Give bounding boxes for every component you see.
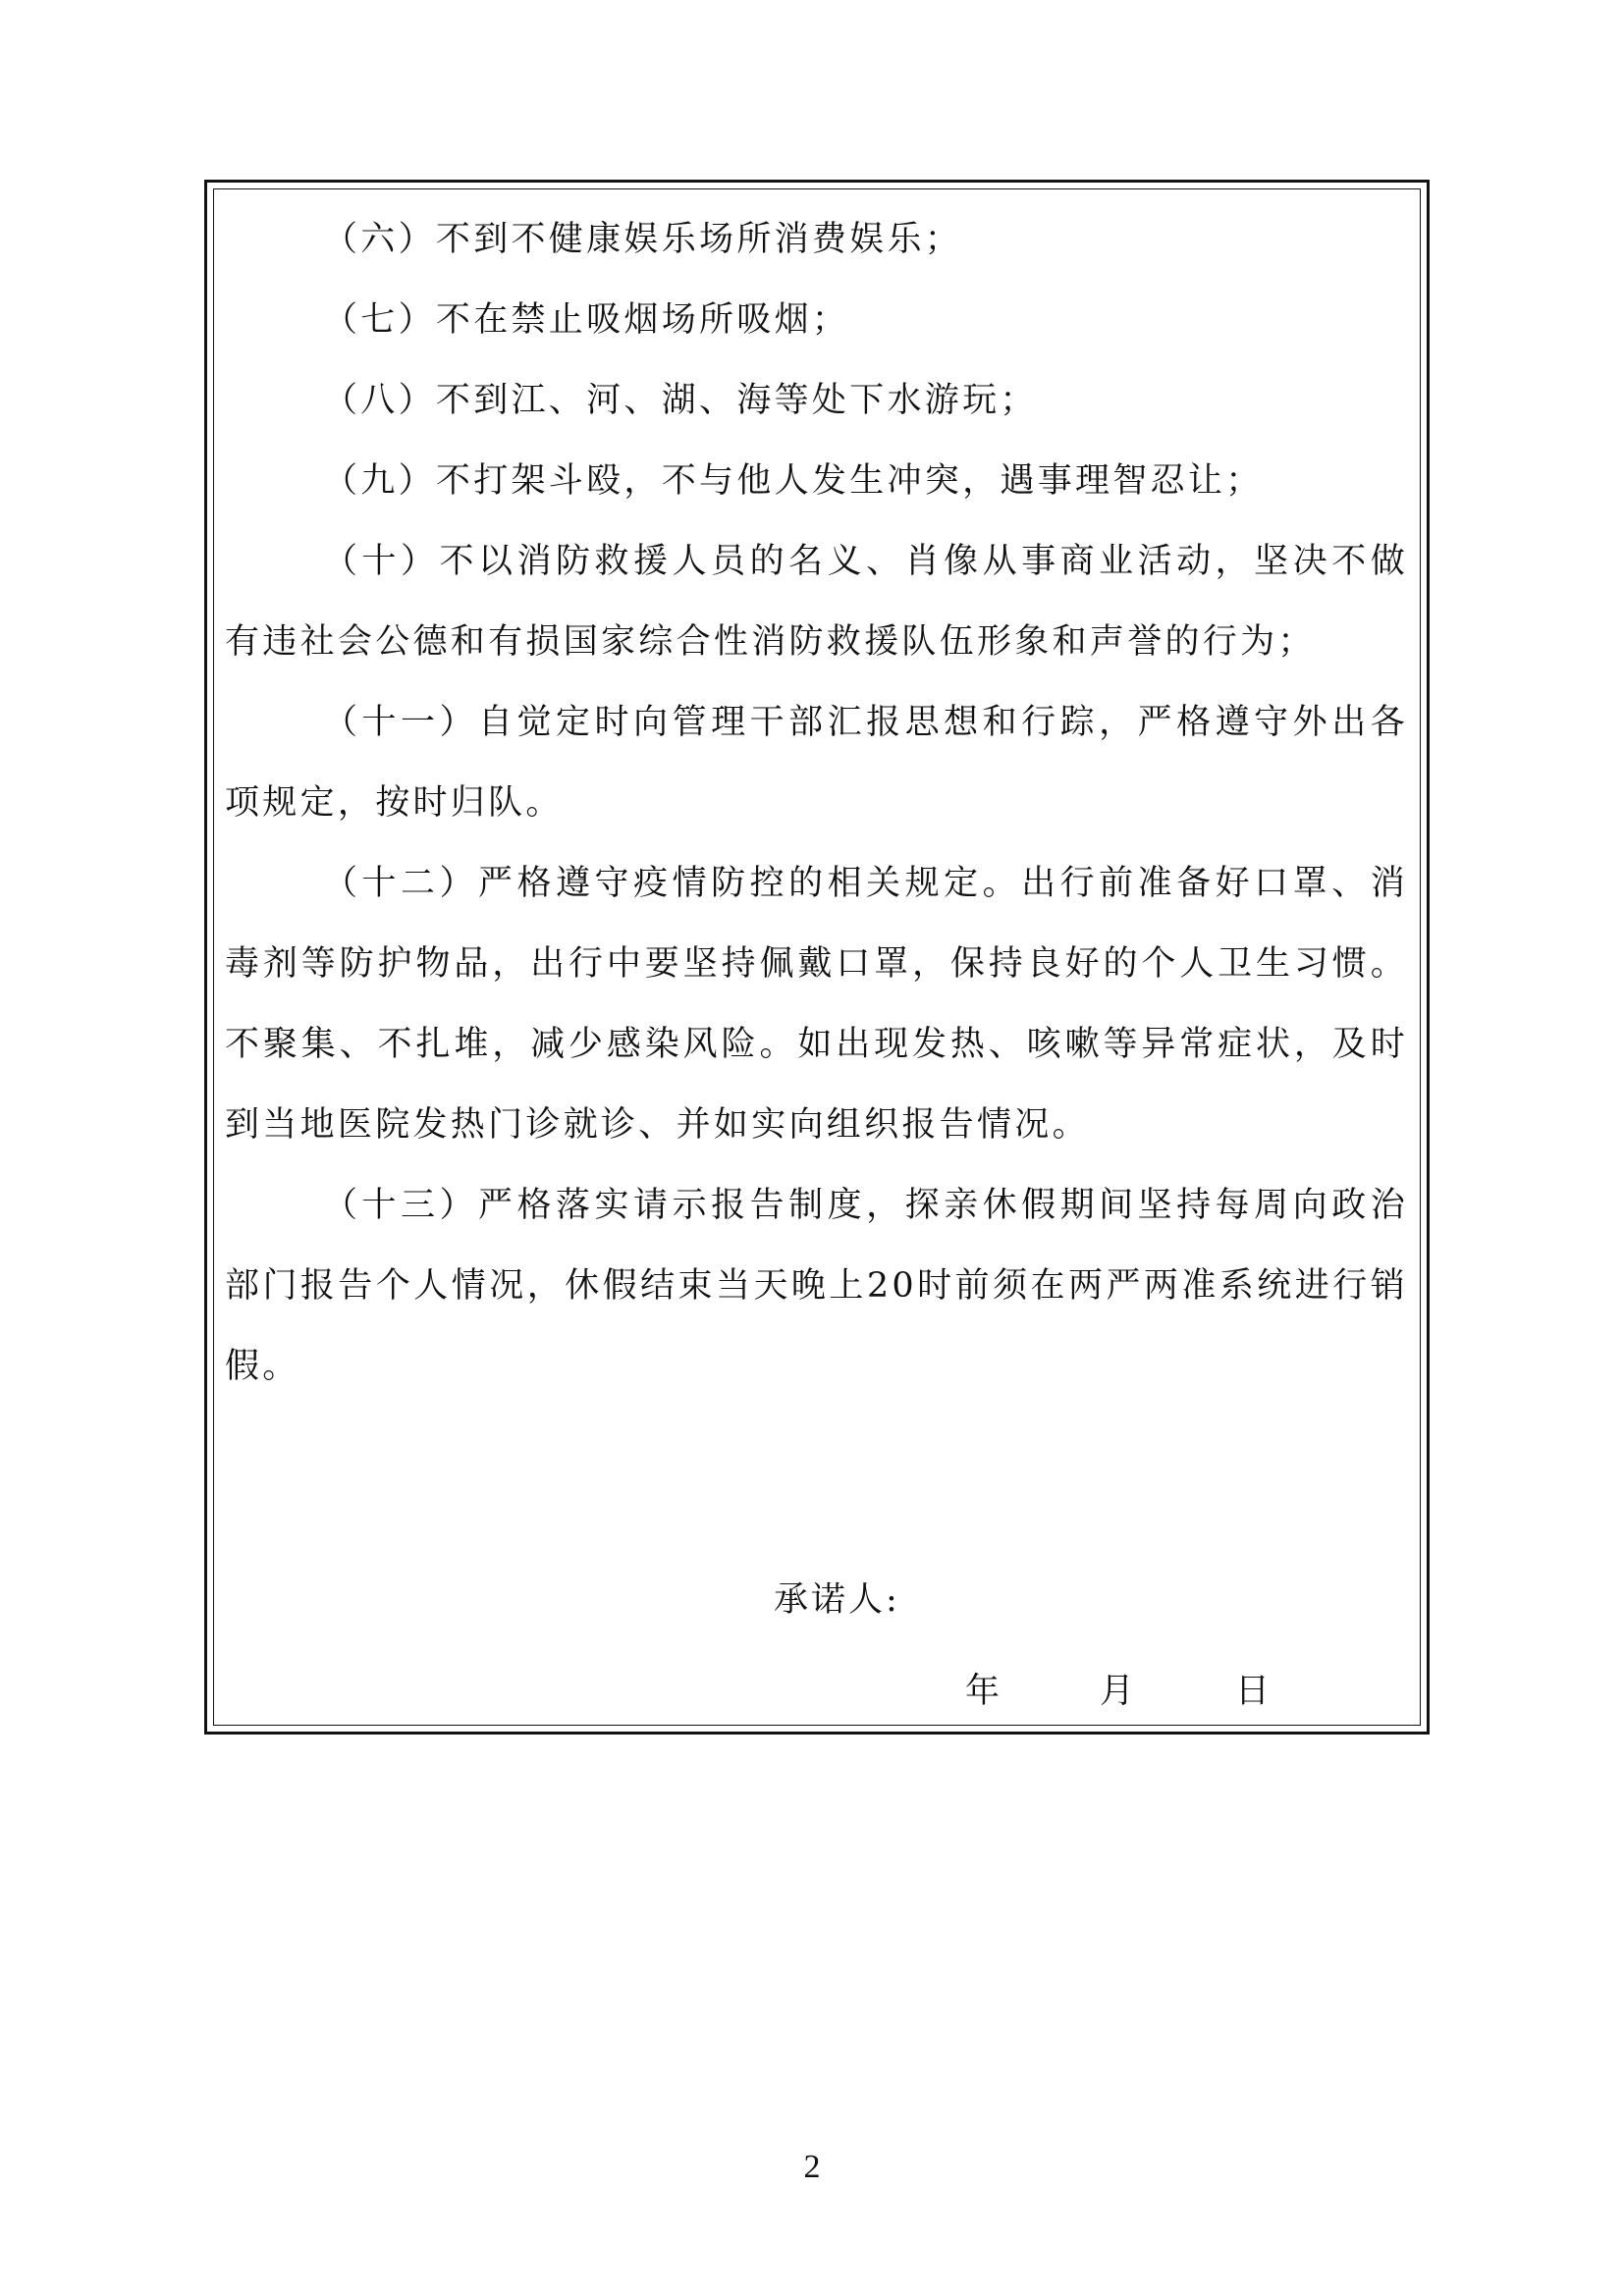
clause-nine: （九）不打架斗殴，不与他人发生冲突，遇事理智忍让； <box>323 461 1264 501</box>
clause-ten: （十）不以消防救援人员的名义、肖像从事商业活动，坚决不做有违社会公德和有损国家综合性消防救援队伍形象和声誉的行为； <box>225 542 1408 662</box>
date-year-label: 年 <box>965 1672 1001 1711</box>
page-number: 2 <box>803 2149 821 2185</box>
signature-label: 承诺人: <box>774 1580 900 1620</box>
clause-seven: （七）不在禁止吸烟场所吸烟； <box>323 300 850 340</box>
clause-thirteen: （十三）严格落实请示报告制度，探亲休假期间坚持每周向政治部门报告个人情况，休假结束当天晚上20时前须在两严两准系统进行销假。 <box>225 1186 1408 1386</box>
clause-six: （六）不到不健康娱乐场所消费娱乐； <box>323 220 963 259</box>
date-month-label: 月 <box>1100 1672 1135 1711</box>
clause-eleven: （十一）自觉定时向管理干部汇报思想和行踪，严格遵守外出各项规定，按时归队。 <box>225 703 1408 823</box>
clause-twelve: （十二）严格遵守疫情防控的相关规定。出行前准备好口罩、消毒剂等防护物品，出行中要坚持佩戴口罩，保持良好的个人卫生习惯。不聚集、不扎堆，减少感染风险。如出现发热、咳嗽等异常症状，及时到当地医院发热门诊就诊、并如实向组织报告情况。 <box>225 864 1408 1145</box>
clause-eight: （八）不到江、河、湖、海等处下水游玩； <box>323 381 1038 420</box>
date-day-label: 日 <box>1235 1672 1271 1711</box>
document-body <box>225 199 1408 1407</box>
